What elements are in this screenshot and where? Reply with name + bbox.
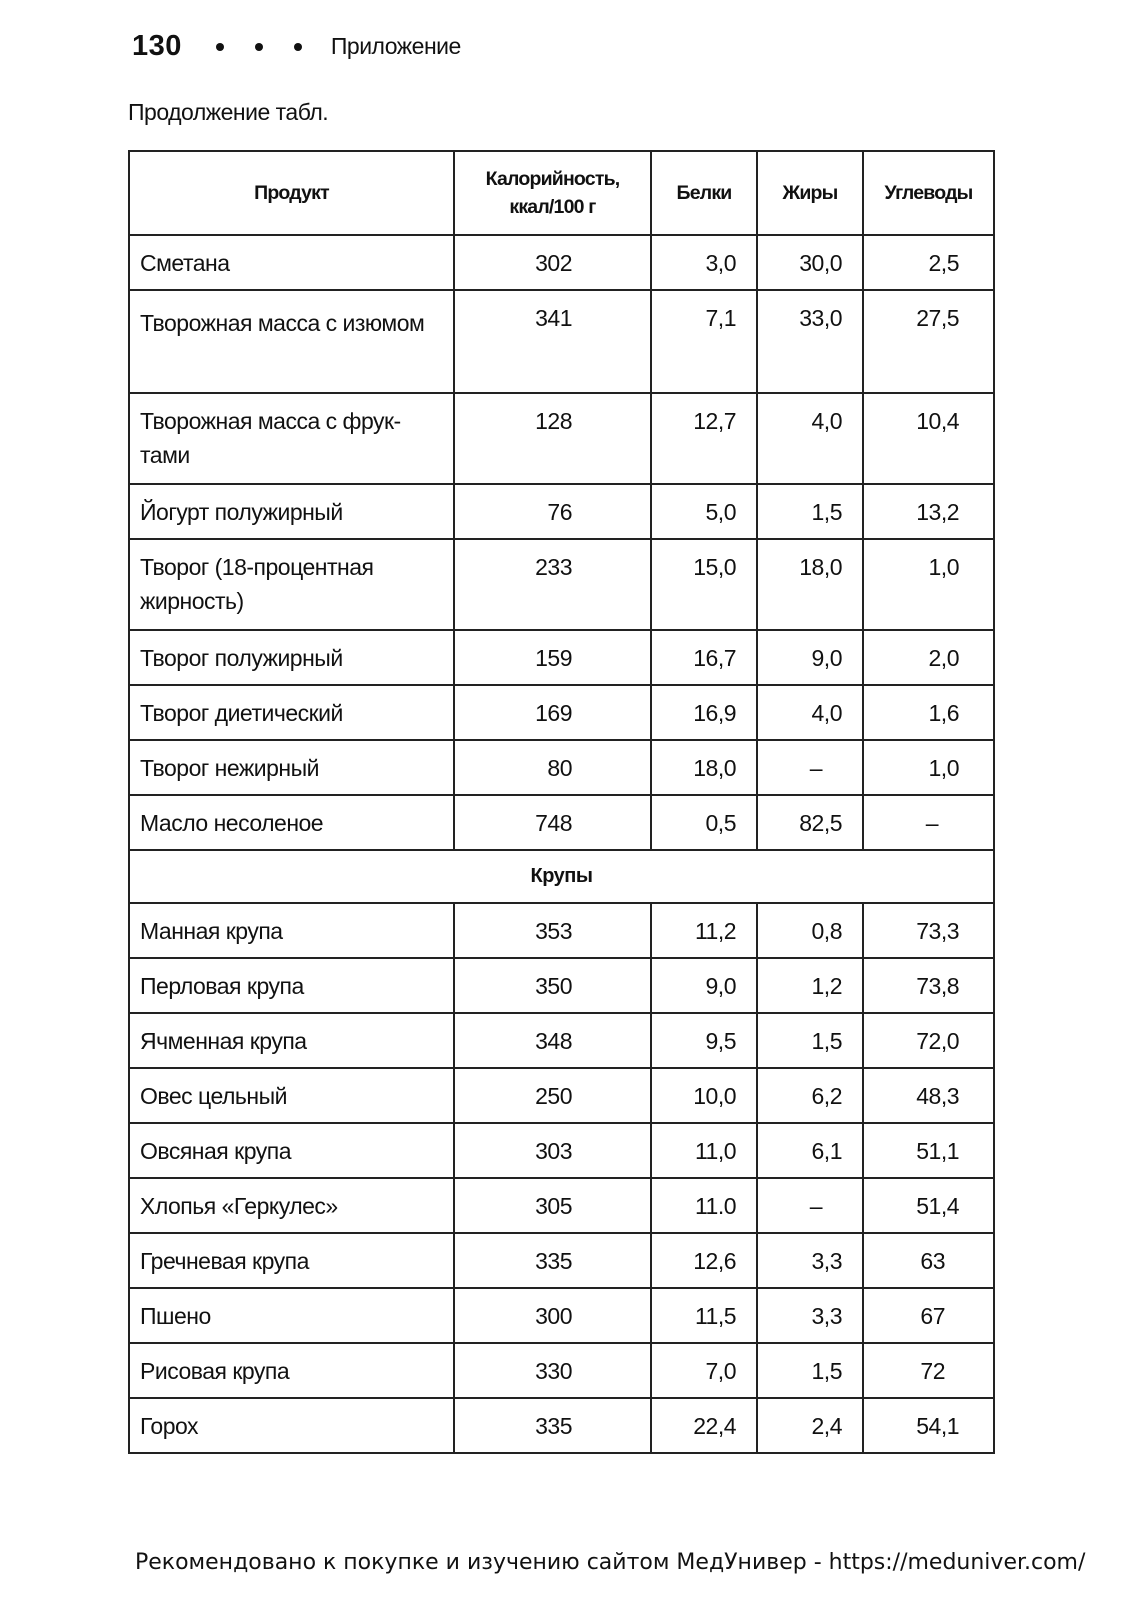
carbs-value: 27,5 — [863, 290, 994, 393]
fat-value: 1,5 — [757, 1343, 863, 1398]
fat-value: 1,2 — [757, 958, 863, 1013]
protein-value: 0,5 — [651, 795, 757, 850]
table-row — [129, 795, 994, 850]
product-name: Гречневая крупа — [129, 1233, 454, 1288]
carbs-value: 1,0 — [863, 539, 994, 630]
table-row — [129, 1398, 994, 1453]
protein-value: 9,0 — [651, 958, 757, 1013]
carbs-value: 51,1 — [863, 1123, 994, 1178]
fat-value: 18,0 — [757, 539, 863, 630]
carbs-value: 13,2 — [863, 484, 994, 539]
calories-value: 300 — [454, 1288, 651, 1343]
carbs-value: 1,0 — [863, 740, 994, 795]
fat-value: 4,0 — [757, 393, 863, 484]
product-name: Ячменная крупа — [129, 1013, 454, 1068]
column-header-protein: Белки — [651, 151, 757, 235]
protein-value: 11,5 — [651, 1288, 757, 1343]
table-row — [129, 290, 994, 393]
protein-value: 7,0 — [651, 1343, 757, 1398]
table-row — [129, 1288, 994, 1343]
table-continuation-label: Продолжение табл. — [128, 99, 329, 125]
product-name: Сметана — [129, 235, 454, 290]
product-name: Творог диетический — [129, 685, 454, 740]
fat-value: 3,3 — [757, 1233, 863, 1288]
product-name: Творог нежирный — [129, 740, 454, 795]
calories-value: 335 — [454, 1233, 651, 1288]
protein-value: 18,0 — [651, 740, 757, 795]
protein-value: 16,9 — [651, 685, 757, 740]
table-row — [129, 630, 994, 685]
protein-value: 16,7 — [651, 630, 757, 685]
calories-value: 748 — [454, 795, 651, 850]
carbs-value: 54,1 — [863, 1398, 994, 1453]
carbs-value: 72,0 — [863, 1013, 994, 1068]
protein-value: 11,2 — [651, 903, 757, 958]
calories-value: 330 — [454, 1343, 651, 1398]
page-header — [132, 30, 461, 63]
fat-value: 2,4 — [757, 1398, 863, 1453]
carbs-value: 2,0 — [863, 630, 994, 685]
carbs-value: 48,3 — [863, 1068, 994, 1123]
calories-value: 233 — [454, 539, 651, 630]
product-name: Рисовая крупа — [129, 1343, 454, 1398]
table-row — [129, 958, 994, 1013]
calories-value: 302 — [454, 235, 651, 290]
fat-value: 82,5 — [757, 795, 863, 850]
product-name: Горох — [129, 1398, 454, 1453]
calories-value: 353 — [454, 903, 651, 958]
fat-value: 6,2 — [757, 1068, 863, 1123]
calories-value: 348 — [454, 1013, 651, 1068]
protein-value: 11,0 — [651, 1123, 757, 1178]
carbs-value: 73,3 — [863, 903, 994, 958]
calories-value: 169 — [454, 685, 651, 740]
product-name: Перловая крупа — [129, 958, 454, 1013]
carbs-value: 2,5 — [863, 235, 994, 290]
carbs-value: 72 — [863, 1343, 994, 1398]
table-row — [129, 1068, 994, 1123]
page-number: 130 — [132, 30, 182, 62]
calories-value: 159 — [454, 630, 651, 685]
product-name: Масло несоленое — [129, 795, 454, 850]
calories-value: 335 — [454, 1398, 651, 1453]
calories-value: 80 — [454, 740, 651, 795]
product-name: Манная крупа — [129, 903, 454, 958]
carbs-value: – — [863, 795, 994, 850]
product-name: Творожная масса с фрук-тами — [129, 393, 454, 484]
footer-note: Рекомендовано к покупке и изучению сайтом МедУнивер - https://meduniver.com/ — [135, 1550, 1086, 1575]
protein-value: 12,7 — [651, 393, 757, 484]
column-header-calories: Калорийность, ккал/100 г — [454, 151, 651, 235]
product-name: Овсяная крупа — [129, 1123, 454, 1178]
table-row — [129, 740, 994, 795]
protein-value: 9,5 — [651, 1013, 757, 1068]
calories-value: 303 — [454, 1123, 651, 1178]
fat-value: 33,0 — [757, 290, 863, 393]
protein-value: 3,0 — [651, 235, 757, 290]
carbs-value: 10,4 — [863, 393, 994, 484]
fat-value: 1,5 — [757, 484, 863, 539]
bullet-separator — [216, 43, 333, 51]
protein-value: 22,4 — [651, 1398, 757, 1453]
calories-value: 341 — [454, 290, 651, 393]
product-name: Творожная масса с изюмом — [129, 290, 454, 393]
calories-value: 76 — [454, 484, 651, 539]
table-row — [129, 1343, 994, 1398]
nutrition-table — [128, 150, 995, 1454]
calories-value: 350 — [454, 958, 651, 1013]
section-title: Приложение — [330, 33, 461, 59]
group-label: Крупы — [129, 850, 994, 903]
table-row — [129, 685, 994, 740]
column-header-carbs: Углеводы — [863, 151, 994, 235]
table-row — [129, 1178, 994, 1233]
carbs-value: 73,8 — [863, 958, 994, 1013]
table-row — [129, 903, 994, 958]
table-row — [129, 484, 994, 539]
table-row — [129, 1013, 994, 1068]
table-row — [129, 1233, 994, 1288]
product-name: Пшено — [129, 1288, 454, 1343]
table-row — [129, 1123, 994, 1178]
calories-value: 128 — [454, 393, 651, 484]
product-name: Овес цельный — [129, 1068, 454, 1123]
calories-value: 305 — [454, 1178, 651, 1233]
fat-value: 1,5 — [757, 1013, 863, 1068]
fat-value: 4,0 — [757, 685, 863, 740]
protein-value: 7,1 — [651, 290, 757, 393]
fat-value: 0,8 — [757, 903, 863, 958]
protein-value: 5,0 — [651, 484, 757, 539]
calories-value: 250 — [454, 1068, 651, 1123]
table-row — [129, 235, 994, 290]
fat-value: 30,0 — [757, 235, 863, 290]
protein-value: 15,0 — [651, 539, 757, 630]
table-header-row — [129, 151, 994, 235]
table-group-row — [129, 850, 994, 903]
fat-value: 9,0 — [757, 630, 863, 685]
protein-value: 12,6 — [651, 1233, 757, 1288]
product-name: Хлопья «Геркулес» — [129, 1178, 454, 1233]
column-header-fat: Жиры — [757, 151, 863, 235]
carbs-value: 51,4 — [863, 1178, 994, 1233]
column-header-product: Продукт — [129, 151, 454, 235]
fat-value: 3,3 — [757, 1288, 863, 1343]
table-row — [129, 539, 994, 630]
fat-value: 6,1 — [757, 1123, 863, 1178]
fat-value: – — [757, 740, 863, 795]
product-name: Йогурт полужирный — [129, 484, 454, 539]
fat-value: – — [757, 1178, 863, 1233]
product-name: Творог полужирный — [129, 630, 454, 685]
carbs-value: 67 — [863, 1288, 994, 1343]
carbs-value: 1,6 — [863, 685, 994, 740]
table-row — [129, 393, 994, 484]
protein-value: 10,0 — [651, 1068, 757, 1123]
protein-value: 11.0 — [651, 1178, 757, 1233]
carbs-value: 63 — [863, 1233, 994, 1288]
product-name: Творог (18-процентная жирность) — [129, 539, 454, 630]
